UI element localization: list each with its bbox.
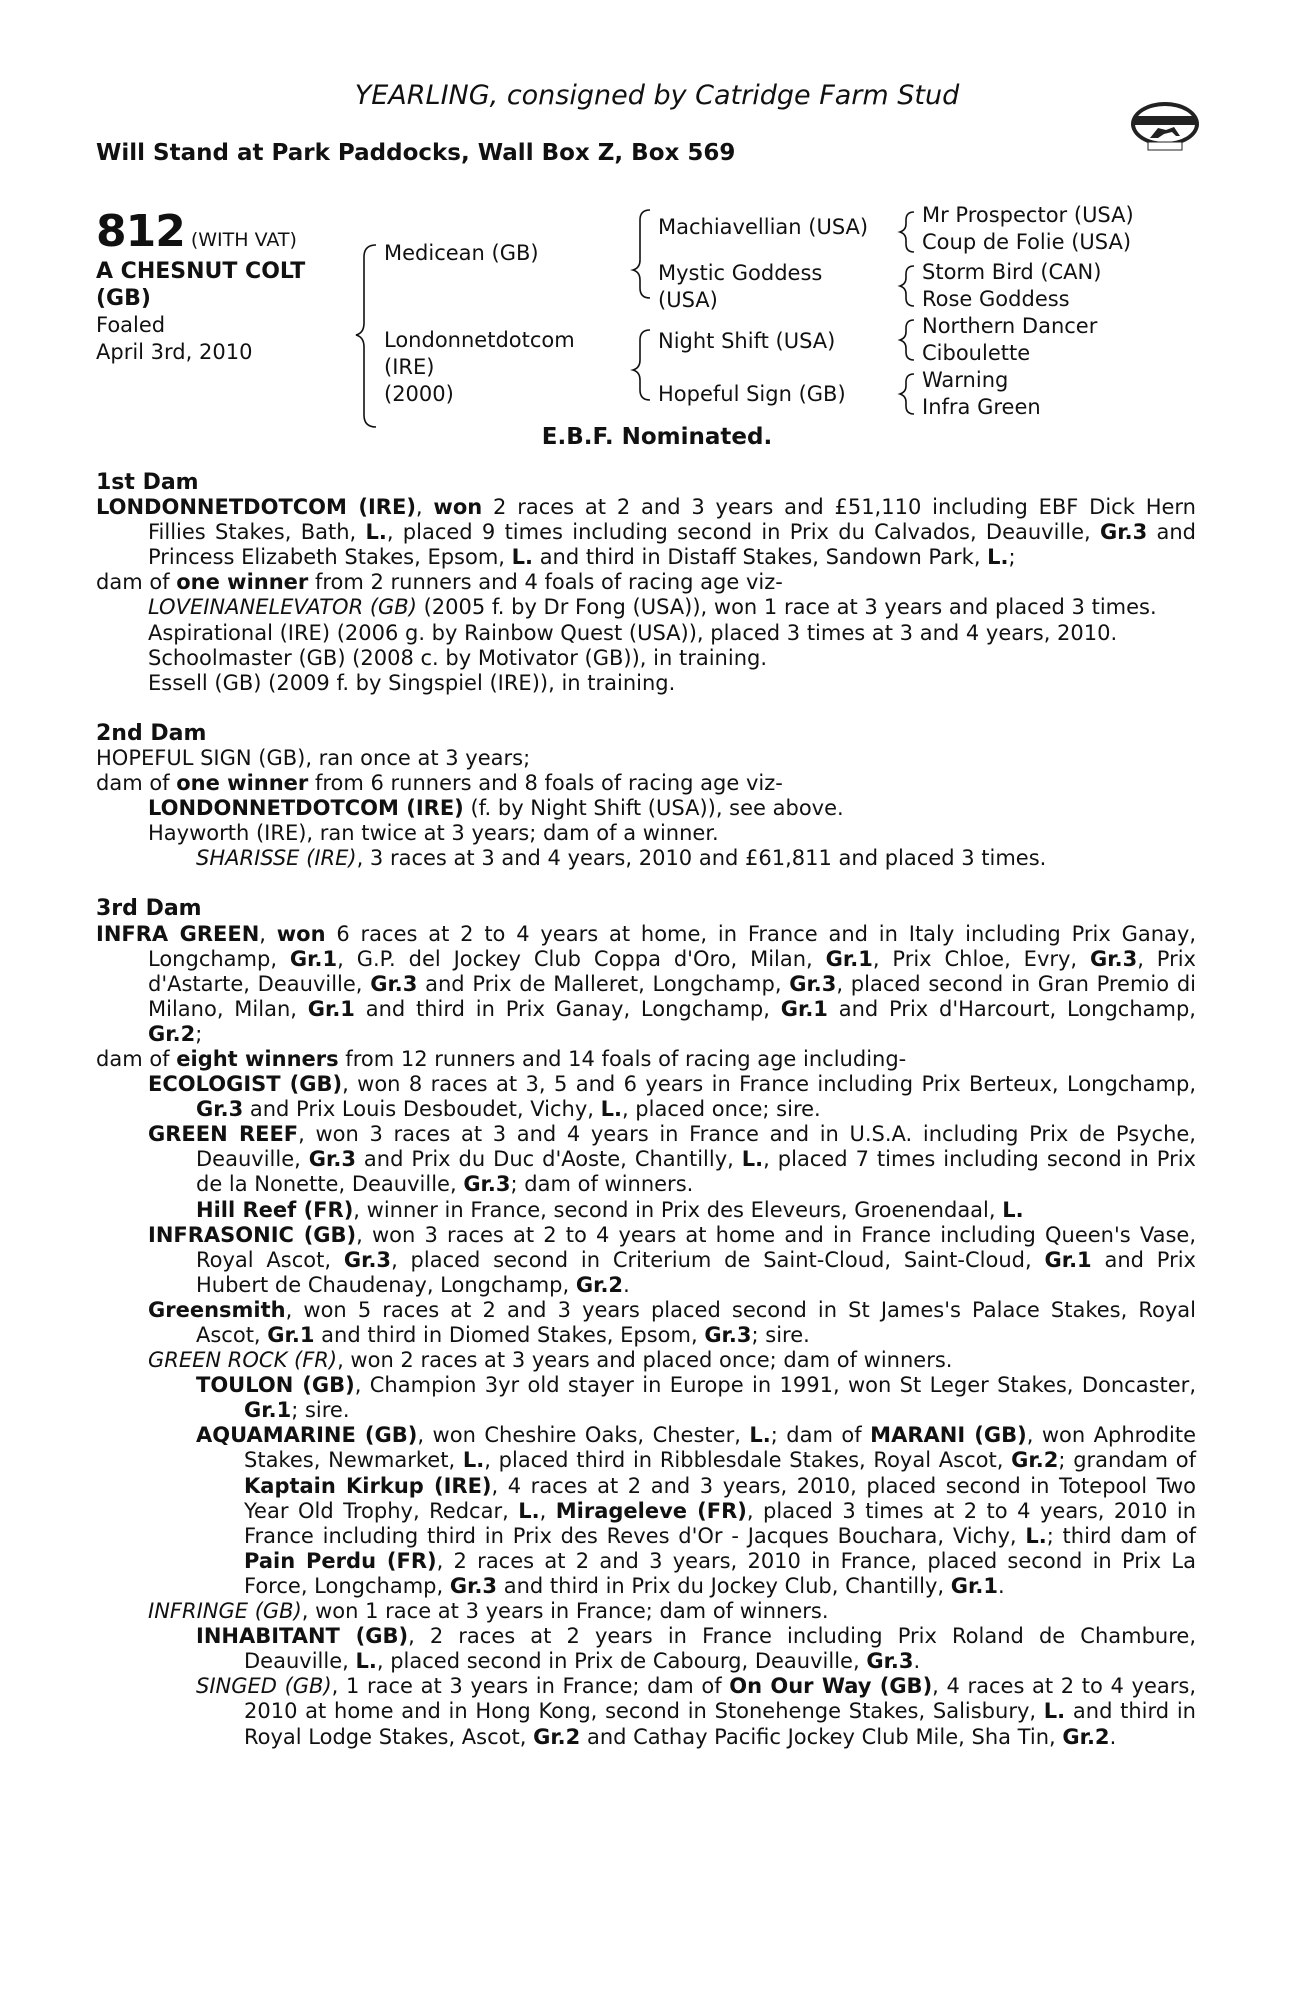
produce-row: Hayworth (IRE), ran twice at 3 years; dam of a winner. [148, 821, 719, 846]
produce-row: Greensmith, won 5 races at 2 and 3 years placed second in St James's Palace Stakes, Royal Ascot, Gr.1 and third in Diomed Stakes, Epsom, Gr.3; sire. [148, 1297, 1196, 1347]
produce-row: Hill Reef (FR), winner in France, second in Prix des Eleveurs, Groenendaal, L. [196, 1197, 1024, 1222]
second-dam-produce-intro: dam of one winner from 6 runners and 8 foals of racing age viz- [96, 771, 783, 796]
third-dam-entry: INFRA GREEN, won 6 races at 2 to 4 years at home, in France and in Italy including Prix Ganay, Longchamp, Gr.1, G.P. del Jockey Club Coppa d'Oro, Milan, Gr.1, Prix Chloe, Evry, Gr.3, Prix d'Astarte, Deauville, Gr.3 and Prix de Malleret, Longchamp, Gr.3, placed second in Gran Premio di Milano, Milan, Gr.1 and third in Prix Ganay, Longchamp, Gr.1 and Prix d'Harcourt, Longchamp, Gr.2; [96, 921, 1196, 1046]
pedigree-dds: Warning [922, 368, 1009, 392]
pedigree-sds: Storm Bird (CAN) [922, 260, 1102, 284]
produce-row: Schoolmaster (GB) (2008 c. by Motivator (GB)), in training. [148, 645, 768, 670]
second-dam-entry: HOPEFUL SIGN (GB), ran once at 3 years; [96, 745, 531, 770]
pedigree-sss: Mr Prospector (USA) [922, 203, 1134, 227]
ebf-nominated: E.B.F. Nominated. [541, 424, 773, 450]
pedigree-dam-dam: Hopeful Sign (GB) [658, 382, 846, 406]
first-dam-heading: 1st Dam [96, 470, 199, 495]
pedigree-dss: Northern Dancer [922, 314, 1098, 338]
produce-row: INFRINGE (GB), won 1 race at 3 years in France; dam of winners. [148, 1599, 829, 1624]
pedigree-ssd: Coup de Folie (USA) [922, 230, 1132, 254]
pedigree-dsd: Ciboulette [922, 341, 1031, 365]
second-dam-heading: 2nd Dam [96, 720, 207, 746]
pedigree-sire-dam: Mystic Goddess (USA) [658, 261, 823, 312]
foaled-label: Foaled [96, 313, 166, 337]
pedigree-sdd: Rose Goddess [922, 287, 1070, 311]
produce-row: ECOLOGIST (GB), won 8 races at 3, 5 and 6 years in France including Prix Berteux, Longchamp, Gr.3 and Prix Louis Desboudet, Vichy, L., placed once; sire. [148, 1072, 1196, 1122]
lot-desc-line1: A CHESNUT COLT [96, 259, 306, 284]
produce-row: INHABITANT (GB), 2 races at 2 years in France including Prix Roland de Chambure, Deauville, L., placed second in Prix de Cabourg, Deauville, Gr.3. [196, 1624, 1196, 1674]
produce-row: Essell (GB) (2009 f. by Singspiel (IRE)), in training. [148, 670, 676, 695]
lot-desc-line2: (GB) [96, 286, 151, 311]
produce-row: AQUAMARINE (GB), won Cheshire Oaks, Chester, L.; dam of MARANI (GB), won Aphrodite Stakes, Newmarket, L., placed third in Ribblesdale Stakes, Royal Ascot, Gr.2; grandam of Kaptain Kirkup (IRE), 4 races at 2 and 3 years, 2010, placed second in Totepool Two Year Old Trophy, Redcar, L., Mirageleve (FR), placed 3 times at 2 to 4 years, 2010 in France including third in Prix des Reves d'Or - Jacques Bouchara, Vichy, L.; third dam of Pain Perdu (FR), 2 races at 2 and 3 years, 2010 in France, placed second in Prix La Force, Longchamp, Gr.3 and third in Prix du Jockey Club, Chantilly, Gr.1. [196, 1423, 1197, 1598]
produce-row: INFRASONIC (GB), won 3 races at 2 to 4 years at home and in France including Queen's Vase, Royal Ascot, Gr.3, placed second in Criterium de Saint-Cloud, Saint-Cloud, Gr.1 and Prix Hubert de Chaudenay, Longchamp, Gr.2. [148, 1222, 1196, 1297]
produce-row: GREEN ROCK (FR), won 2 races at 3 years and placed once; dam of winners. [148, 1348, 953, 1373]
lot-number: 812 [96, 206, 185, 257]
pedigree-dam: Londonnetdotcom (IRE) (2000) [384, 328, 575, 406]
produce-row: GREEN REEF, won 3 races at 3 and 4 years in France and in U.S.A. including Prix de Psyche, Deauville, Gr.3 and Prix du Duc d'Aoste, Chantilly, L., placed 7 times including second in Prix de la Nonette, Deauville, Gr.3; dam of winners. [148, 1122, 1196, 1197]
third-dam-heading: 3rd Dam [96, 896, 202, 922]
pedigree-ddd: Infra Green [922, 395, 1041, 419]
first-dam-produce-intro: dam of one winner from 2 runners and 4 foals of racing age viz- [96, 570, 783, 595]
first-dam-entry: LONDONNETDOTCOM (IRE), won 2 races at 2 and 3 years and £51,110 including EBF Dick Hern Fillies Stakes, Bath, L., placed 9 times including second in Prix du Calvados, Deauville, Gr.3 and Princess Elizabeth Stakes, Epsom, L. and third in Distaff Stakes, Sandown Park, L.; [96, 495, 1196, 570]
foaled-date: April 3rd, 2010 [96, 340, 253, 364]
vat-note: (WITH VAT) [190, 229, 297, 251]
pedigree-sire: Medicean (GB) [384, 241, 539, 265]
third-dam-produce-intro: dam of eight winners from 12 runners and 14 foals of racing age including- [96, 1046, 907, 1071]
stand-location: Will Stand at Park Paddocks, Wall Box Z, Box 569 [96, 140, 736, 166]
produce-row: SINGED (GB), 1 race at 3 years in France; dam of On Our Way (GB), 4 races at 2 to 4 years, 2010 at home and in Hong Kong, second in Stonehenge Stakes, Salisbury, L. and third in Royal Lodge Stakes, Ascot, Gr.2 and Cathay Pacific Jockey Club Mile, Sha Tin, Gr.2. [196, 1674, 1196, 1749]
produce-row: TOULON (GB), Champion 3yr old stayer in Europe in 1991, won St Leger Stakes, Doncaster, Gr.1; sire. [196, 1373, 1196, 1423]
produce-row: LOVEINANELEVATOR (GB) (2005 f. by Dr Fong (USA)), won 1 race at 3 years and placed 3 times. [148, 595, 1157, 620]
page-subtitle: YEARLING, consigned by Catridge Farm Stud [354, 80, 960, 111]
produce-row: Aspirational (IRE) (2006 g. by Rainbow Quest (USA)), placed 3 times at 3 and 4 years, 2010. [148, 620, 1118, 645]
produce-row: LONDONNETDOTCOM (IRE) (f. by Night Shift (USA)), see above. [148, 796, 844, 821]
pedigree-sire-sire: Machiavellian (USA) [658, 215, 869, 239]
catalogue-body [96, 470, 1196, 1750]
produce-row: SHARISSE (IRE), 3 races at 3 and 4 years, 2010 and £61,811 and placed 3 times. [196, 846, 1047, 871]
pedigree-dam-sire: Night Shift (USA) [658, 329, 836, 353]
